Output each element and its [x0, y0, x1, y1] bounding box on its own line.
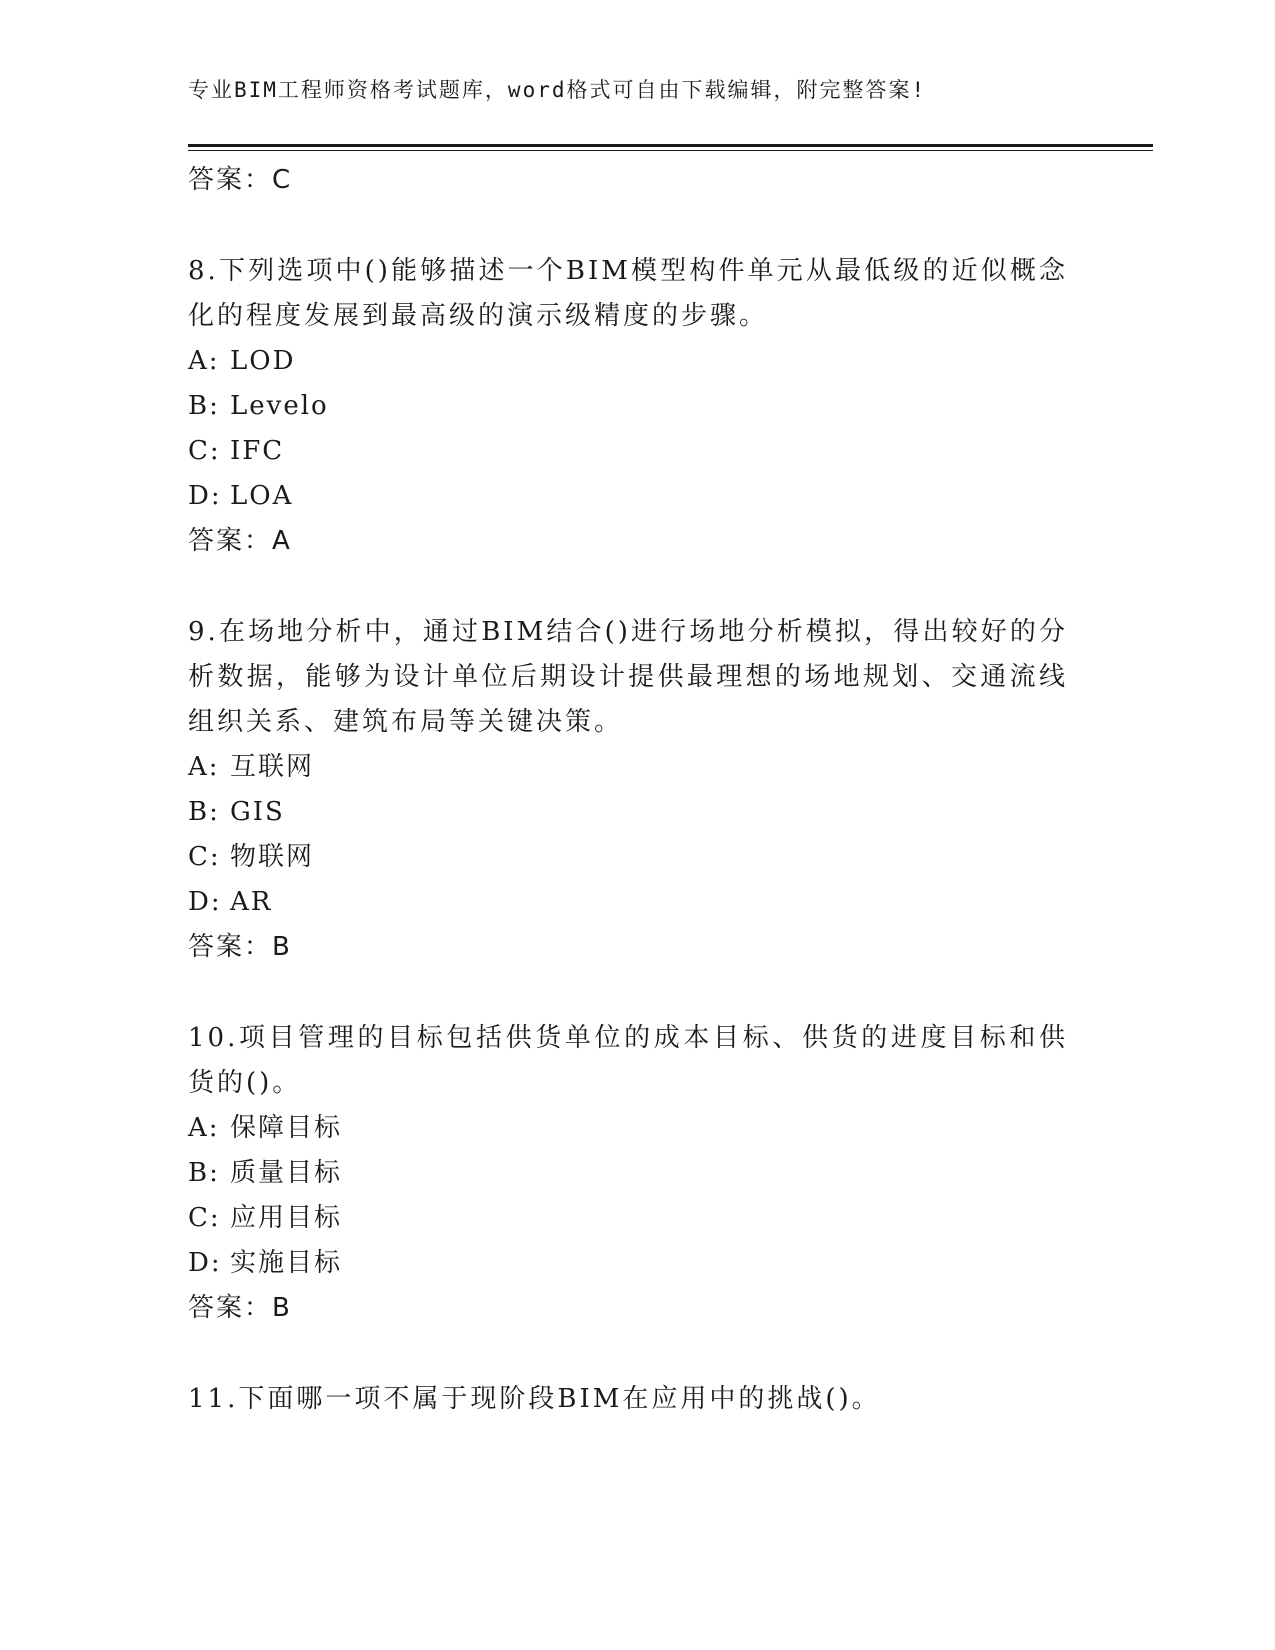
question-list — [188, 158, 1068, 1422]
option-text: 物联网 — [230, 842, 315, 872]
option-b — [188, 1151, 1068, 1196]
option-d — [188, 880, 1068, 925]
header-divider — [188, 144, 1153, 147]
option-b — [188, 790, 1068, 835]
header-divider-thin — [188, 150, 1153, 151]
option-key: B: — [188, 1158, 220, 1188]
option-key: D: — [188, 887, 222, 917]
option-key: D: — [188, 481, 222, 511]
answer-line: 答案：B — [188, 1293, 292, 1323]
option-text: Levelo — [230, 391, 329, 421]
question-text: 10.项目管理的目标包括供货单位的成本目标、供货的进度目标和供货的()。 — [188, 1023, 1068, 1098]
option-key: C: — [188, 1203, 221, 1233]
option-text: 应用目标 — [230, 1203, 343, 1233]
option-key: B: — [188, 391, 220, 421]
option-key: A: — [188, 752, 220, 782]
option-text: 质量目标 — [230, 1158, 343, 1188]
option-b — [188, 384, 1068, 429]
option-key: C: — [188, 842, 221, 872]
option-key: A: — [188, 1113, 220, 1143]
option-key: A: — [188, 346, 220, 376]
option-text: LOA — [230, 481, 294, 511]
option-c — [188, 429, 1068, 474]
question-text: 9.在场地分析中，通过BIM结合()进行场地分析模拟，得出较好的分析数据，能够为设计单位后期设计提供最理想的场地规划、交通流线组织关系、建筑布局等关键决策。 — [188, 617, 1068, 737]
option-c — [188, 1196, 1068, 1241]
option-text: LOD — [230, 346, 296, 376]
question-text: 11.下面哪一项不属于现阶段BIM在应用中的挑战()。 — [188, 1384, 881, 1414]
option-text: 实施目标 — [230, 1248, 343, 1278]
option-text: IFC — [230, 436, 285, 466]
answer-line: 答案：A — [188, 526, 292, 556]
page-header: 专业BIM工程师资格考试题库，word格式可自由下载编辑，附完整答案! — [188, 78, 927, 102]
option-text: 互联网 — [230, 752, 315, 782]
option-key: B: — [188, 797, 220, 827]
option-a — [188, 339, 1068, 384]
option-text: GIS — [230, 797, 285, 827]
option-text: 保障目标 — [230, 1113, 343, 1143]
option-a — [188, 1106, 1068, 1151]
option-key: C: — [188, 436, 221, 466]
answer-line: 答案：B — [188, 932, 292, 962]
option-text: AR — [230, 887, 273, 917]
question-text: 8.下列选项中()能够描述一个BIM模型构件单元从最低级的近似概念化的程度发展到最高级的演示级精度的步骤。 — [188, 256, 1068, 331]
option-d — [188, 474, 1068, 519]
option-key: D: — [188, 1248, 222, 1278]
option-a — [188, 745, 1068, 790]
answer-line: 答案：C — [188, 165, 293, 195]
option-d — [188, 1241, 1068, 1286]
option-c — [188, 835, 1068, 880]
